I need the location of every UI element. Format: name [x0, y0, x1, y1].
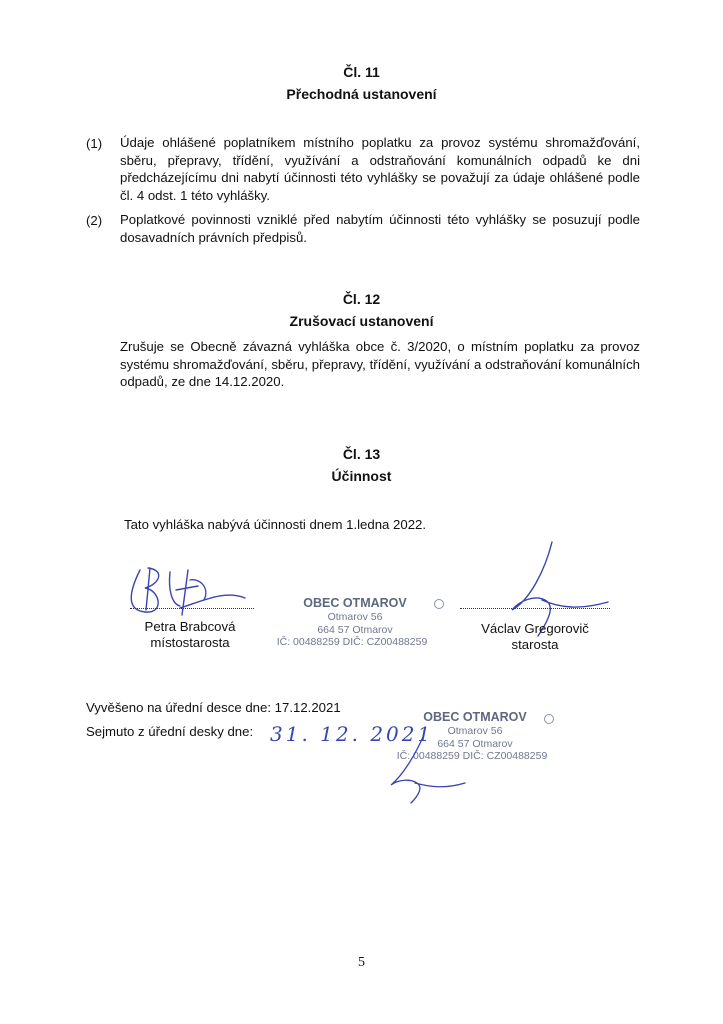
article-12-text: Zrušuje se Obecně závazná vyhláška obce č. 3/2020, o místním poplatku za provoz systému shromažďování, sběru, přepravy, třídění, využívání a odstraňování komunálních odpadů, ze dne 14.12.2020. [120, 339, 640, 390]
stamp-title: OBEC OTMAROV [303, 596, 407, 610]
signature-posting-handwritten [385, 735, 485, 805]
article-13-number: Čl. 13 [342, 446, 381, 462]
article-12-number: Čl. 12 [342, 291, 381, 307]
posted-date: 17.12.2021 [274, 700, 341, 715]
stamp-city: 664 57 Otmarov [317, 623, 393, 636]
article-11-title: Přechodná ustanovení [286, 86, 437, 102]
article-11-item-1-number: (1) [86, 136, 103, 151]
article-13-title: Účinnost [331, 468, 392, 484]
signature-right-line [460, 608, 610, 609]
removed-label: Sejmuto z úřední desky dne: [86, 724, 254, 739]
article-12-title: Zrušovací ustanovení [289, 313, 434, 329]
article-11-item-2-text: Poplatkové povinnosti vzniklé před nabytím účinnosti této vyhlášky se posuzují podle dosavadních právních předpisů. [120, 212, 640, 245]
article-11-item-1-text: Údaje ohlášené poplatníkem místního poplatku za provoz systému shromažďování, sběru, přepravy, třídění, využívání a odstraňování komunálních odpadů ke dni předcházejícímu dni nabytí účinnosti této vyhlášky se považují za údaje ohlášené podle čl. 4 odst. 1 této vyhlášky. [120, 135, 640, 203]
signatory-left-name: Petra Brabcová [144, 619, 236, 634]
stamp-2-ids: IČ: 00488259 DIČ: CZ00488259 [396, 750, 548, 762]
municipal-stamp [276, 596, 430, 649]
removed-date-handwritten: 31. 12. 2021 [270, 722, 434, 746]
posted-label: Vyvěšeno na úřední desce dne: [86, 700, 271, 715]
article-13-text: Tato vyhláška nabývá účinnosti dnem 1.ledna 2022. [124, 517, 427, 532]
signatory-left-role: místostarosta [150, 635, 230, 650]
signatory-right-name: Václav Gregorovič [481, 621, 589, 636]
stamp-emblem-icon [434, 599, 444, 609]
posting-posted [86, 700, 341, 715]
stamp-2-title: OBEC OTMAROV [423, 710, 527, 724]
page-number: 5 [358, 955, 365, 970]
stamp-2-street: Otmarov 56 [447, 725, 503, 737]
article-11-item-2-number: (2) [86, 213, 103, 228]
signature-left-line [130, 608, 254, 609]
signatory-right-role: starosta [511, 637, 559, 652]
stamp-2-emblem-icon [544, 714, 554, 724]
stamp-ids: IČ: 00488259 DIČ: CZ00488259 [276, 636, 428, 648]
stamp-street: Otmarov 56 [327, 611, 383, 623]
stamp-2-city: 664 57 Otmarov [437, 737, 513, 750]
article-11-number: Čl. 11 [343, 64, 380, 80]
